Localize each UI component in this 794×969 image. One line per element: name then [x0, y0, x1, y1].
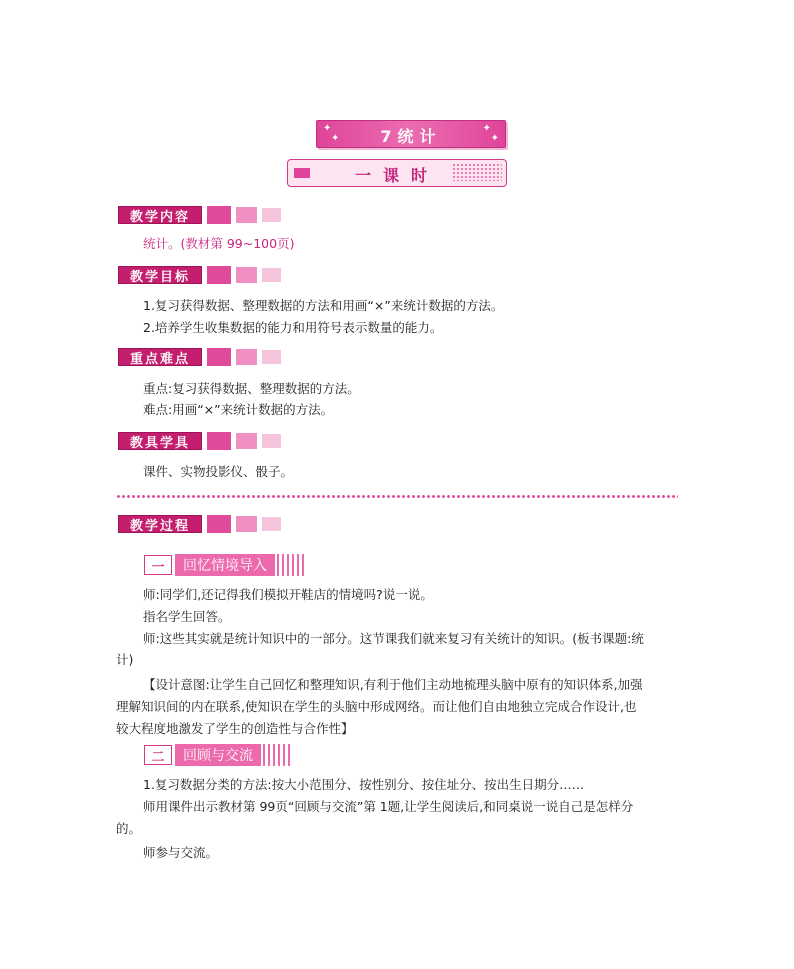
section-header-goals: [118, 265, 281, 285]
section-label: 教具学具: [118, 432, 202, 450]
decor-block: [207, 348, 231, 366]
star-icon: ✦: [490, 133, 499, 144]
decor-block: [262, 268, 281, 282]
step-number: 一: [144, 555, 172, 575]
decor-block: [262, 350, 281, 364]
section-header-tools: [118, 431, 281, 451]
stripe-decor: [263, 744, 293, 766]
section-label: 教学目标: [118, 266, 202, 284]
goal-item: 1.复习获得数据、整理数据的方法和用画“×”来统计数据的方法。: [143, 298, 504, 313]
star-icon: ✦: [323, 123, 332, 134]
star-icon: ✦: [482, 123, 491, 134]
goal-item: 2.培养学生收集数据的能力和用符号表示数量的能力。: [143, 320, 443, 335]
decor-block: [262, 208, 281, 222]
decor-block: [262, 517, 281, 531]
step-header-1: [144, 554, 307, 576]
design-note-line: 理解知识间的内在联系,使知识在学生的头脑中形成网络。而让他们自由地独立完成合作设计,也: [116, 699, 637, 714]
chapter-title: 7统计: [380, 127, 442, 146]
lesson-banner: [287, 159, 507, 187]
chapter-banner: [316, 120, 506, 148]
section-header-content: [118, 205, 281, 225]
decor-block: [207, 515, 231, 533]
decor-block: [207, 206, 231, 224]
tools-text: 课件、实物投影仪、骰子。: [143, 464, 294, 479]
lesson-title: 一课时: [354, 166, 439, 185]
paragraph-line: 师:这些其实就是统计知识中的一部分。这节课我们就来复习有关统计的知识。(板书课题:统: [143, 631, 644, 646]
star-icon: ✦: [331, 133, 340, 144]
decor-block: [236, 349, 257, 365]
key-item: 难点:用画“×”来统计数据的方法。: [143, 402, 334, 417]
decor-block: [262, 434, 281, 448]
content-text: 统计。(教材第 99~100页): [143, 236, 295, 251]
section-label: 教学过程: [118, 515, 202, 533]
paragraph-line: 1.复习数据分类的方法:按大小范围分、按性别分、按住址分、按出生日期分……: [143, 777, 585, 792]
step-title: 回忆情境导入: [175, 554, 275, 576]
section-header-process: [118, 514, 281, 534]
section-label: 重点难点: [118, 348, 202, 366]
decor-block: [236, 516, 257, 532]
paragraph-line: 师用课件出示教材第 99页“回顾与交流”第 1题,让学生阅读后,和同桌说一说自己是怎样分: [143, 799, 634, 814]
step-header-2: [144, 744, 293, 766]
section-label: 教学内容: [118, 206, 202, 224]
design-note-line: 【设计意图:让学生自己回忆和整理知识,有利于他们主动地梳理头脑中原有的知识体系,加强: [143, 677, 643, 692]
decor-block: [207, 432, 231, 450]
step-title: 回顾与交流: [175, 744, 261, 766]
design-note-line: 较大程度地激发了学生的创造性与合作性】: [116, 721, 354, 736]
decor-block: [236, 433, 257, 449]
decor-block: [207, 266, 231, 284]
step-number: 二: [144, 745, 172, 765]
dot-pattern: [452, 163, 502, 181]
paragraph-line: 计): [116, 652, 134, 667]
paragraph-line: 师参与交流。: [143, 845, 219, 860]
section-header-key: [118, 347, 281, 367]
paragraph-line: 的。: [116, 821, 142, 836]
decor-block: [236, 207, 257, 223]
paragraph-line: 指名学生回答。: [143, 609, 231, 624]
decor-block: [236, 267, 257, 283]
dotted-divider: [116, 494, 678, 500]
stripe-decor: [277, 554, 307, 576]
key-item: 重点:复习获得数据、整理数据的方法。: [143, 381, 360, 396]
paragraph-line: 师:同学们,还记得我们模拟开鞋店的情境吗?说一说。: [143, 587, 433, 602]
